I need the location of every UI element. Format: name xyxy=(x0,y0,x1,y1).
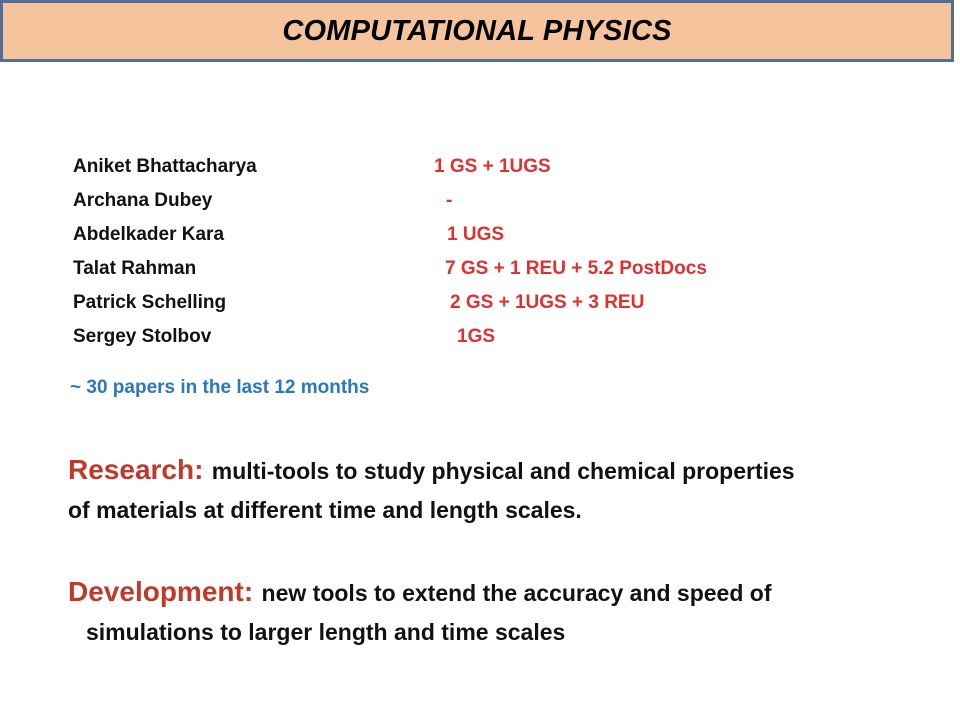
research-line-1 xyxy=(68,450,795,490)
staff-value: 7 GS + 1 REU + 5.2 PostDocs xyxy=(445,258,707,279)
staff-name: Abdelkader Kara xyxy=(73,224,225,245)
development-text-2: simulations to larger length and time scales xyxy=(86,619,566,645)
development-text-1: new tools to extend the accuracy and speed of xyxy=(261,580,772,606)
page-title: COMPUTATIONAL PHYSICS xyxy=(282,14,672,47)
title-banner xyxy=(0,0,954,62)
development-paragraph xyxy=(68,572,772,652)
development-line-1 xyxy=(68,572,772,612)
development-label: Development: xyxy=(68,576,254,607)
staff-name: Archana Dubey xyxy=(73,190,213,211)
staff-name: Aniket Bhattacharya xyxy=(73,156,257,177)
publication-summary: ~ 30 papers in the last 12 months xyxy=(70,377,370,398)
research-text-2: of materials at different time and length scales. xyxy=(68,497,582,523)
staff-value: 1GS xyxy=(457,326,496,347)
research-paragraph xyxy=(68,450,795,530)
staff-value: 1 GS + 1UGS xyxy=(434,156,551,177)
staff-value: - xyxy=(446,190,453,211)
staff-name: Talat Rahman xyxy=(73,258,197,279)
staff-value: 2 GS + 1UGS + 3 REU xyxy=(450,292,645,313)
research-label: Research: xyxy=(68,454,204,485)
staff-name: Sergey Stolbov xyxy=(73,326,212,347)
staff-name: Patrick Schelling xyxy=(73,292,227,313)
research-text-1: multi-tools to study physical and chemical properties xyxy=(211,458,795,484)
staff-value: 1 UGS xyxy=(447,224,505,245)
